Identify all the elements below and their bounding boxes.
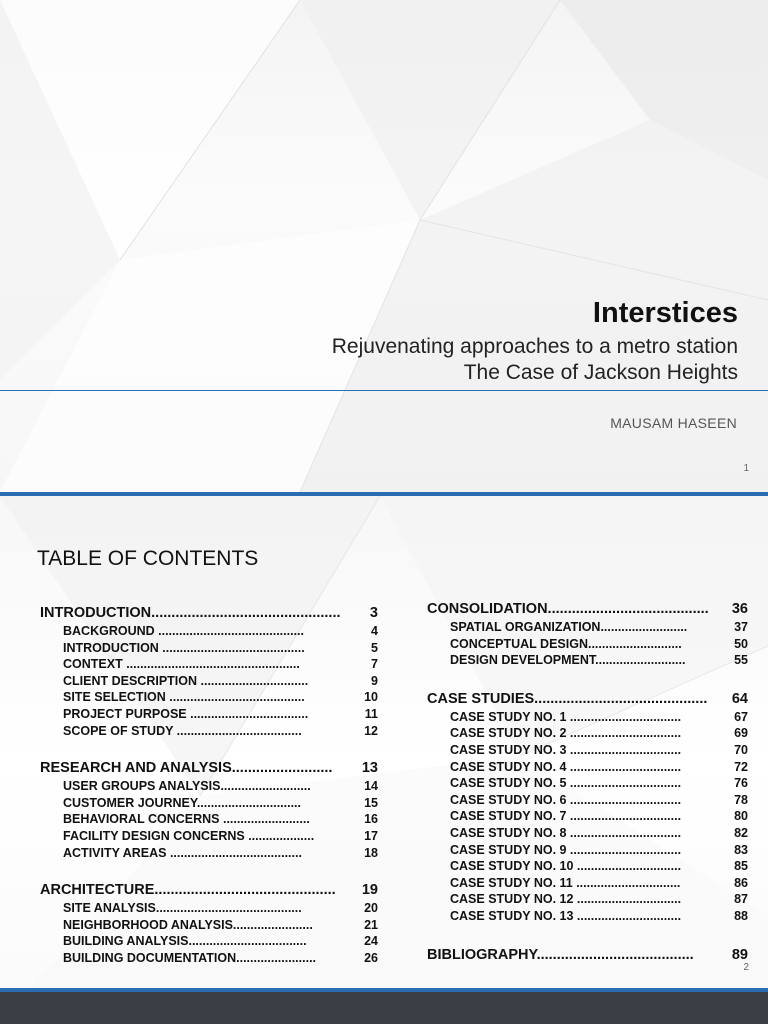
toc-item xyxy=(40,623,378,640)
toc-item-title: PROJECT PURPOSE .................................. xyxy=(63,706,309,721)
subtitle-line-1: Rejuvenating approaches to a metro station xyxy=(331,335,738,358)
toc-item xyxy=(427,619,748,636)
page-number-1: 1 xyxy=(743,463,749,474)
toc-item-title: DESIGN DEVELOPMENT.......................... xyxy=(450,653,686,668)
toc-item xyxy=(40,795,378,812)
toc-item-title: ACTIVITY AREAS ...................................... xyxy=(63,845,302,860)
toc-heading: TABLE OF CONTENTS xyxy=(37,547,259,570)
toc-item-page: 18 xyxy=(364,845,378,860)
toc-item-title: CASE STUDY NO. 12 .............................. xyxy=(450,892,682,907)
toc-section-page: 19 xyxy=(361,882,378,899)
toc-item-page: 80 xyxy=(734,809,748,824)
toc-item xyxy=(40,706,378,723)
toc-item-page: 17 xyxy=(364,828,378,843)
toc-section-page: 13 xyxy=(361,760,378,777)
toc-item-title: CASE STUDY NO. 4 ................................ xyxy=(450,759,682,774)
toc-section-entry xyxy=(427,690,748,709)
toc-item-page: 69 xyxy=(734,726,748,741)
toc-item-page: 7 xyxy=(371,657,378,672)
toc-item-title: CLIENT DESCRIPTION ............................... xyxy=(63,673,309,688)
toc-item xyxy=(427,759,748,776)
toc-item xyxy=(427,636,748,653)
toc-section-title: RESEARCH AND ANALYSIS......................... xyxy=(40,760,333,777)
toc-item-title: CASE STUDY NO. 3 ................................ xyxy=(450,742,682,757)
toc-item-page: 11 xyxy=(364,706,378,721)
cover-author: MAUSAM HASEEN xyxy=(610,415,737,431)
toc-item xyxy=(40,723,378,740)
toc-item xyxy=(40,656,378,673)
toc-section-page: 89 xyxy=(731,946,748,963)
toc-item-title: CASE STUDY NO. 13 .............................. xyxy=(450,908,682,923)
toc-item xyxy=(40,917,378,934)
toc-item-page: 55 xyxy=(734,653,748,668)
toc-item-title: CASE STUDY NO. 5 ................................ xyxy=(450,776,682,791)
cover-slide xyxy=(0,0,768,492)
toc-item xyxy=(427,742,748,759)
toc-right-column xyxy=(427,600,748,965)
footer-accent-line xyxy=(0,988,768,992)
toc-section-title: BIBLIOGRAPHY....................................... xyxy=(427,946,694,963)
toc-item-page: 10 xyxy=(364,690,378,705)
toc-item-title: USER GROUPS ANALYSIS.......................... xyxy=(63,779,311,794)
toc-item xyxy=(427,725,748,742)
toc-item-title: CONCEPTUAL DESIGN........................... xyxy=(450,636,682,651)
toc-item xyxy=(427,825,748,842)
toc-item-page: 12 xyxy=(364,723,378,738)
toc-item xyxy=(427,775,748,792)
toc-item xyxy=(40,778,378,795)
page-number-2: 2 xyxy=(743,962,749,973)
toc-item xyxy=(40,950,378,967)
toc-section-entry xyxy=(40,759,378,778)
toc-item-page: 20 xyxy=(364,901,378,916)
toc-item-page: 85 xyxy=(734,859,748,874)
toc-section-title: CASE STUDIES........................................... xyxy=(427,690,708,707)
toc-item-title: CASE STUDY NO. 7 ................................ xyxy=(450,809,682,824)
toc-item xyxy=(427,908,748,925)
toc-section-entry xyxy=(427,946,748,965)
toc-item-page: 67 xyxy=(734,709,748,724)
toc-item-page: 5 xyxy=(371,640,378,655)
toc-item xyxy=(427,652,748,669)
toc-item xyxy=(40,640,378,657)
toc-item xyxy=(427,842,748,859)
toc-item-page: 37 xyxy=(734,620,748,634)
toc-section-entry xyxy=(40,881,378,900)
toc-item-page: 14 xyxy=(364,779,378,794)
toc-section-title: INTRODUCTION............................................... xyxy=(40,605,341,621)
toc-item xyxy=(427,792,748,809)
toc-item-title: BEHAVIORAL CONCERNS ......................... xyxy=(63,812,310,827)
toc-section-entry xyxy=(427,600,748,619)
toc-item-page: 76 xyxy=(734,776,748,791)
cover-title: Interstices xyxy=(592,297,738,329)
toc-item-page: 50 xyxy=(734,636,748,651)
toc-item-title: CONTEXT .................................................. xyxy=(63,657,300,672)
toc-item-title: CASE STUDY NO. 9 ................................ xyxy=(450,842,682,857)
toc-section-title: ARCHITECTURE............................................. xyxy=(40,882,336,899)
toc-item-page: 9 xyxy=(371,673,378,688)
toc-item-page: 82 xyxy=(734,825,748,840)
toc-item-page: 83 xyxy=(734,842,748,857)
toc-item-title: INTRODUCTION ......................................... xyxy=(63,640,305,655)
toc-item-page: 21 xyxy=(364,917,378,932)
toc-section-page: 36 xyxy=(731,601,748,617)
toc-item xyxy=(40,933,378,950)
toc-item-page: 88 xyxy=(734,908,748,923)
toc-item-title: NEIGHBORHOOD ANALYSIS....................... xyxy=(63,917,313,932)
toc-item-page: 72 xyxy=(734,759,748,774)
toc-item-title: CASE STUDY NO. 6 ................................ xyxy=(450,792,682,807)
toc-item-title: CASE STUDY NO. 1 ................................ xyxy=(450,709,682,724)
toc-item-title: SITE ANALYSIS.......................................... xyxy=(63,901,302,916)
toc-item-title: FACILITY DESIGN CONCERNS ................... xyxy=(63,828,315,843)
toc-item-title: SPATIAL ORGANIZATION......................... xyxy=(450,620,688,634)
footer-bar xyxy=(0,988,768,1024)
toc-item-title: CASE STUDY NO. 2 ................................ xyxy=(450,726,682,741)
toc-item xyxy=(40,689,378,706)
toc-item-title: BUILDING DOCUMENTATION....................... xyxy=(63,950,317,965)
toc-item-page: 4 xyxy=(371,624,378,638)
toc-item-title: SITE SELECTION ....................................... xyxy=(63,690,305,705)
toc-item xyxy=(40,900,378,917)
subtitle-line-2: The Case of Jackson Heights xyxy=(463,361,738,384)
toc-item-title: CASE STUDY NO. 8 ................................ xyxy=(450,825,682,840)
toc-item xyxy=(427,891,748,908)
toc-item-title: CASE STUDY NO. 10 .............................. xyxy=(450,859,682,874)
toc-item-page: 15 xyxy=(364,795,378,810)
toc-section-title: CONSOLIDATION........................................ xyxy=(427,601,709,617)
cover-divider xyxy=(0,390,768,391)
toc-left-column xyxy=(40,604,378,967)
toc-item-page: 70 xyxy=(734,742,748,757)
toc-item-title: BUILDING ANALYSIS.................................. xyxy=(63,934,307,949)
toc-item xyxy=(427,875,748,892)
toc-item-page: 16 xyxy=(364,812,378,827)
toc-item-page: 78 xyxy=(734,792,748,807)
toc-item xyxy=(40,811,378,828)
toc-item xyxy=(427,858,748,875)
toc-slide xyxy=(0,496,768,1024)
toc-item xyxy=(427,709,748,726)
toc-section-entry xyxy=(40,604,378,623)
toc-item-title: CUSTOMER JOURNEY.............................. xyxy=(63,795,302,810)
cover-subtitle xyxy=(332,334,738,386)
toc-section-page: 3 xyxy=(369,605,378,621)
toc-item-title: CASE STUDY NO. 11 .............................. xyxy=(450,875,681,890)
toc-item-title: BACKGROUND .......................................... xyxy=(63,624,304,638)
toc-item xyxy=(427,808,748,825)
toc-section-page: 64 xyxy=(731,690,748,707)
toc-item xyxy=(40,828,378,845)
toc-item-page: 86 xyxy=(734,875,748,890)
toc-item-page: 87 xyxy=(734,892,748,907)
toc-item-page: 24 xyxy=(364,934,378,949)
toc-item-page: 26 xyxy=(364,950,378,965)
toc-item xyxy=(40,845,378,862)
toc-item-title: SCOPE OF STUDY .................................... xyxy=(63,723,302,738)
toc-item xyxy=(40,673,378,690)
